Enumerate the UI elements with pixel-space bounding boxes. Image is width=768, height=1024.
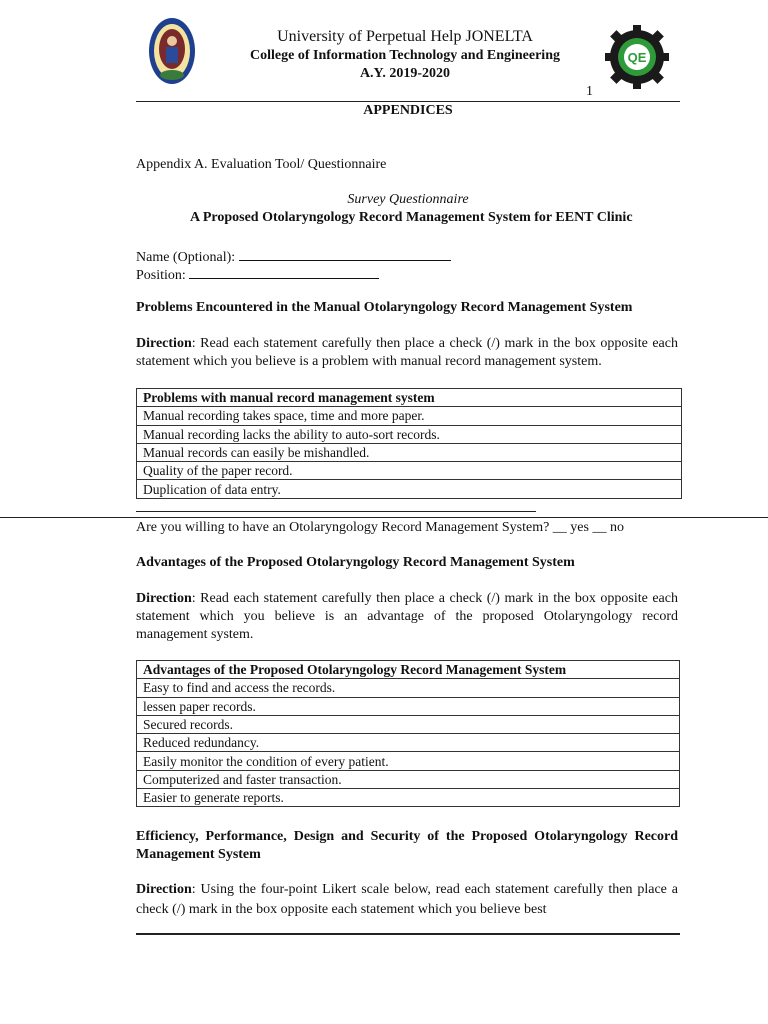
- advantage-cell: lessen paper records.: [137, 697, 680, 715]
- problem-cell: Manual recording takes space, time and more paper.: [137, 407, 682, 425]
- table-row[interactable]: [137, 752, 680, 770]
- advantages-heading: Advantages of the Proposed Otolaryngology Record Management System: [136, 555, 575, 570]
- direction-label: Direction: [136, 336, 192, 351]
- page-divider: [0, 517, 768, 518]
- problems-direction: [136, 335, 678, 371]
- problems-table-header: Problems with manual record management system: [137, 389, 682, 407]
- table-row[interactable]: [137, 443, 682, 461]
- name-label: Name (Optional):: [136, 250, 236, 265]
- survey-title: A Proposed Otolaryngology Record Management System for EENT Clinic: [190, 210, 633, 225]
- problems-heading: Problems Encountered in the Manual Otolaryngology Record Management System: [136, 300, 633, 315]
- table-row[interactable]: [137, 407, 682, 425]
- position-blank[interactable]: [189, 264, 379, 279]
- table-row[interactable]: [137, 679, 680, 697]
- table-row[interactable]: [137, 480, 682, 498]
- survey-label: Survey Questionnaire: [347, 192, 469, 207]
- advantage-cell: Secured records.: [137, 715, 680, 733]
- table-row[interactable]: [137, 789, 680, 807]
- direction-label: Direction: [136, 591, 192, 606]
- efficiency-heading: Efficiency, Performance, Design and Security of the Proposed Otolaryngology Record Management System: [136, 829, 678, 862]
- direction-text: : Using the four-point Likert scale below, read each statement carefully then place a check (/) mark in the box opposite each statement which you believe best: [136, 882, 678, 917]
- problem-cell: Quality of the paper record.: [137, 462, 682, 480]
- advantage-cell: Easier to generate reports.: [137, 789, 680, 807]
- position-label: Position:: [136, 268, 186, 283]
- table-row[interactable]: [137, 462, 682, 480]
- advantage-cell: Easily monitor the condition of every patient.: [137, 752, 680, 770]
- logo-text: QE: [627, 50, 647, 65]
- direction-label: Direction: [136, 882, 192, 897]
- name-blank[interactable]: [239, 246, 451, 261]
- footer-divider: [136, 933, 680, 935]
- header-divider: [136, 101, 680, 102]
- college-name: College of Information Technology and Engineering: [250, 48, 560, 63]
- direction-text: : Read each statement carefully then place a check (/) mark in the box opposite each statement which you believe is an advantage of the proposed Otolaryngology record management system.: [136, 591, 678, 642]
- table-row[interactable]: [137, 770, 680, 788]
- university-name: University of Perpetual Help JONELTA: [277, 28, 533, 45]
- position-field[interactable]: [136, 264, 379, 285]
- advantages-table-header: Advantages of the Proposed Otolaryngology Record Management System: [137, 661, 680, 679]
- advantage-cell: Computerized and faster transaction.: [137, 770, 680, 788]
- table-row[interactable]: [137, 425, 682, 443]
- page-divider-short: [136, 511, 536, 512]
- page-number: 1: [586, 84, 593, 99]
- willing-question: Are you willing to have an Otolaryngology Record Management System? __ yes __ no: [136, 520, 624, 535]
- advantages-table: [136, 660, 680, 807]
- appendix-title: Appendix A. Evaluation Tool/ Questionnaire: [136, 157, 387, 172]
- efficiency-direction: [136, 880, 678, 920]
- academic-year: A.Y. 2019-2020: [359, 66, 451, 81]
- advantage-cell: Easy to find and access the records.: [137, 679, 680, 697]
- problem-cell: Manual recording lacks the ability to auto-sort records.: [137, 425, 682, 443]
- advantages-direction: [136, 590, 678, 644]
- table-row[interactable]: [137, 715, 680, 733]
- advantage-cell: Reduced redundancy.: [137, 734, 680, 752]
- table-row[interactable]: [137, 697, 680, 715]
- problem-cell: Manual records can easily be mishandled.: [137, 443, 682, 461]
- direction-text: : Read each statement carefully then place a check (/) mark in the box opposite each statement which you believe is a problem with manual record management system.: [136, 336, 678, 369]
- problem-cell: Duplication of data entry.: [137, 480, 682, 498]
- section-title: APPENDICES: [363, 103, 453, 118]
- table-row[interactable]: [137, 734, 680, 752]
- problems-table: [136, 388, 682, 499]
